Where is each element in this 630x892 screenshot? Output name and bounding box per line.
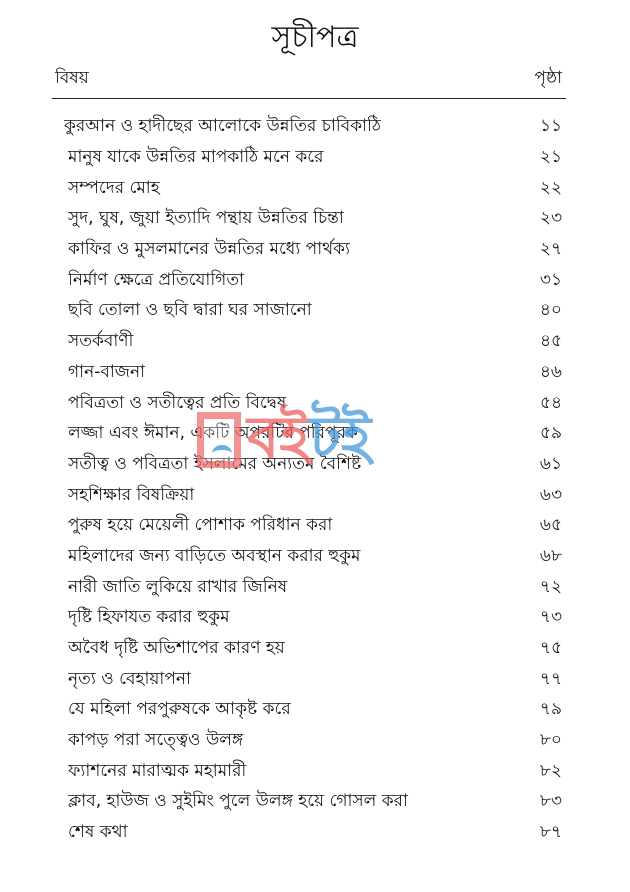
subject-column-header: বিষয় (55, 68, 89, 88)
toc-entry-title: ফ্যাশনের মারাত্মক মহামারী (68, 760, 247, 781)
toc-entry-page: ৪০ (539, 300, 562, 321)
watermark-text-red: বই (247, 403, 310, 471)
toc-entry (0, 726, 630, 757)
toc-entry-title: অবৈধ দৃষ্টি অভিশাপের কারণ হয় (68, 638, 285, 659)
toc-entry-page: ৮০ (539, 730, 562, 751)
toc-entry-title: নৃত্য ও বেহায়াপনা (68, 668, 191, 689)
watermark-text-blue: টই (309, 403, 372, 471)
toc-entry (0, 695, 630, 726)
toc-entry (0, 634, 630, 665)
toc-entry (0, 388, 630, 419)
toc-entry-page: ৬৫ (539, 515, 562, 536)
toc-entry-page: ২৩ (539, 208, 562, 229)
toc-entry (0, 358, 630, 389)
toc-entry (0, 511, 630, 542)
toc-entry (0, 173, 630, 204)
toc-entry (0, 265, 630, 296)
toc-entry-title: মহিলাদের জন্য বাড়িতে অবস্থান করার হুকুম (68, 545, 361, 566)
toc-entry (0, 787, 630, 818)
toc-entry (0, 296, 630, 327)
toc-entry-page: ৫৪ (539, 392, 562, 413)
toc-entry (0, 818, 630, 849)
header-divider (52, 98, 566, 99)
toc-entry-page: ১১ (539, 116, 562, 137)
toc-entry-page: ৬৮ (539, 545, 562, 566)
page-title: সূচীপত্র (271, 20, 359, 55)
toc-entry-page: ৫৯ (539, 423, 562, 444)
toc-entry-title: মানুষ যাকে উন্নতির মাপকাঠি মনে করে (68, 147, 324, 168)
toc-entry-title: কাফির ও মুসলমানের উন্নতির মধ্যে পার্থক্য (68, 239, 350, 260)
toc-entry-page: ৬১ (539, 453, 562, 474)
toc-entry (0, 327, 630, 358)
toc-entry-title: সম্পদের মোহ (68, 177, 160, 198)
toc-entry-page: ৪৬ (539, 361, 562, 382)
toc-entry-page: ৭৫ (539, 638, 562, 659)
toc-entry (0, 450, 630, 481)
toc-entry-page: ২৭ (539, 239, 562, 260)
toc-entry-title: সতীত্ব ও পবিত্রতা ইসলামের অন্যতম বৈশিষ্ট (68, 453, 362, 474)
toc-entry-page: ৭৭ (539, 668, 562, 689)
toc-entry-title: সতর্কবাণী (68, 331, 134, 352)
toc-entry-page: ৩১ (539, 269, 562, 290)
toc-entry (0, 756, 630, 787)
toc-entry-title: লজ্জা এবং ঈমান, একটি অপরটির পরিপূরক (68, 423, 358, 444)
toc-entry-title: সুদ, ঘুষ, জুয়া ইত্যাদি পন্থায় উন্নতির চিন্তা (68, 208, 344, 229)
toc-entry-title: কাপড় পরা সত্ত্বেও উলঙ্গ (68, 730, 244, 751)
table-of-contents (0, 112, 630, 849)
toc-entry-title: নির্মাণ ক্ষেত্রে প্রতিযোগিতা (68, 269, 245, 290)
toc-entry-title: পুরুষ হয়ে মেয়েলী পোশাক পরিধান করা (68, 515, 333, 536)
toc-entry-page: ৮৩ (539, 791, 562, 812)
toc-entry (0, 572, 630, 603)
toc-entry-title: দৃষ্টি হিফাযত করার হুকুম (68, 607, 230, 628)
toc-entry-title: গান-বাজনা (68, 361, 146, 382)
toc-entry-title: সহশিক্ষার বিষক্রিয়া (68, 484, 195, 505)
toc-entry-title: পবিত্রতা ও সতীত্বের প্রতি বিদ্বেষ (68, 392, 287, 413)
toc-entry-title: ছবি তোলা ও ছবি দ্বারা ঘর সাজানো (68, 300, 312, 321)
toc-entry-title: যে মহিলা পরপুরুষকে আকৃষ্ট করে (68, 699, 291, 720)
page-column-header: পৃষ্ঠা (534, 68, 562, 88)
toc-entry-page: ৭৩ (539, 607, 562, 628)
toc-entry (0, 480, 630, 511)
toc-entry-page: ৭৯ (539, 699, 562, 720)
toc-entry-page: ৮৭ (539, 822, 562, 843)
toc-entry-title: শেষ কথা (68, 822, 128, 843)
toc-entry (0, 112, 630, 143)
toc-entry-page: ২১ (539, 147, 562, 168)
toc-entry (0, 235, 630, 266)
toc-entry-page: ৮২ (539, 760, 562, 781)
toc-entry (0, 143, 630, 174)
toc-entry-page: ৭২ (539, 576, 562, 597)
toc-entry (0, 603, 630, 634)
toc-entry (0, 542, 630, 573)
toc-entry-page: ২২ (539, 177, 562, 198)
toc-entry-title: কুরআন ও হাদীছের আলোকে উন্নতির চাবিকাঠি (64, 116, 381, 137)
toc-entry-title: নারী জাতি লুকিয়ে রাখার জিনিষ (68, 576, 288, 597)
toc-entry (0, 664, 630, 695)
toc-entry-page: ৬৩ (539, 484, 562, 505)
toc-entry-title: ক্লাব, হাউজ ও সুইমিং পুলে উলঙ্গ হয়ে গোসল করা (68, 791, 408, 812)
toc-entry (0, 204, 630, 235)
toc-entry (0, 419, 630, 450)
toc-entry-page: ৪৫ (539, 331, 562, 352)
